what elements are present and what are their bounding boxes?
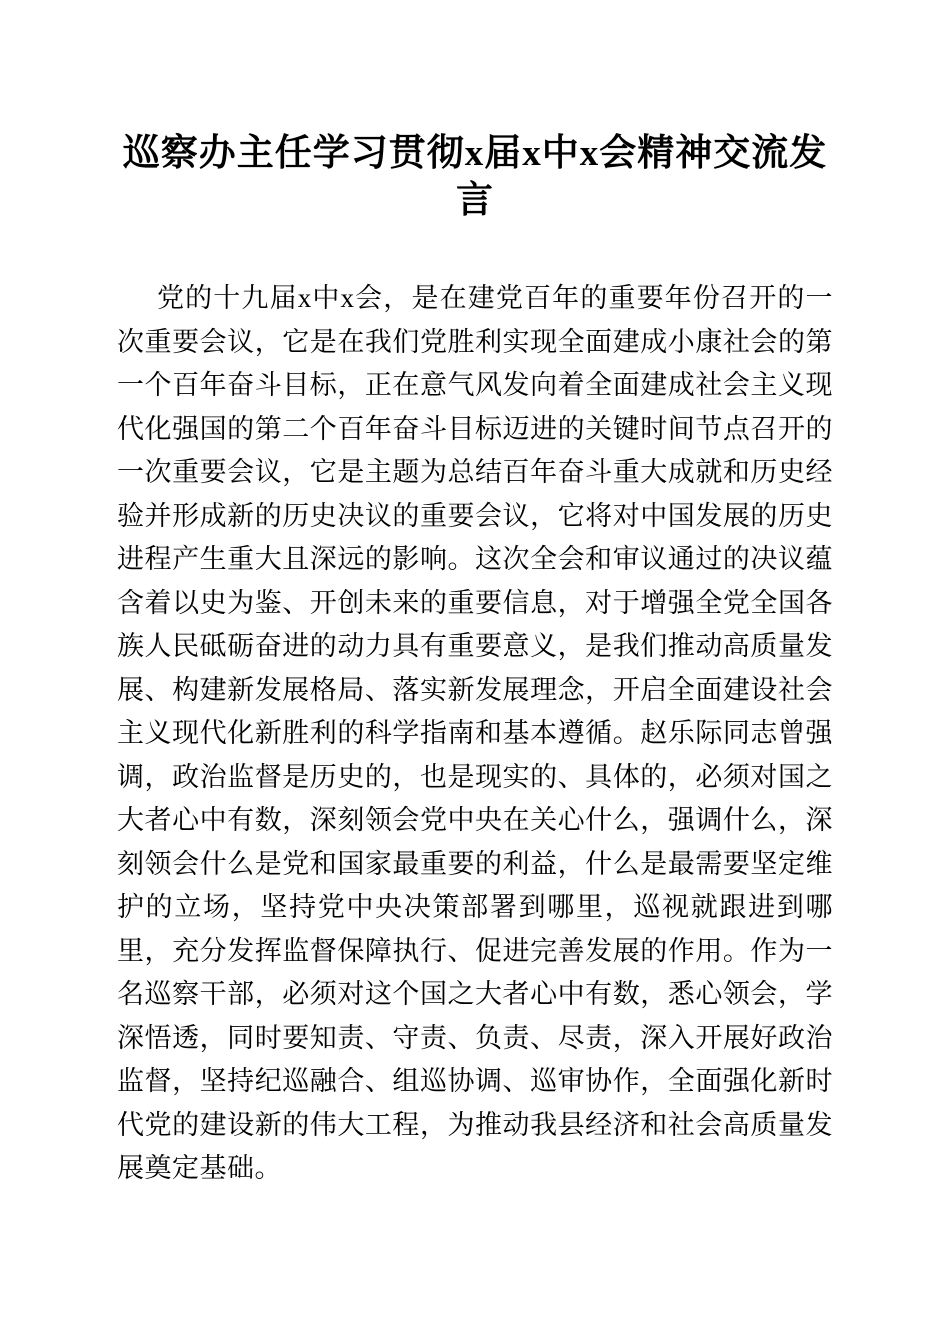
document-title-line-2: 言: [456, 180, 494, 221]
document-body-paragraph: 党的十九届x中x会，是在建党百年的重要年份召开的一次重要会议，它是在我们党胜利实现全面建成小康社会的第一个百年奋斗目标，正在意气风发向着全面建成社会主义现代化强国的第二个百年奋斗目标迈进的关键时间节点召开的一次重要会议，它是主题为总结百年奋斗重大成就和历史经验并形成新的历史决议的重要会议，它将对中国发展的历史进程产生重大且深远的影响。这次全会和审议通过的决议蕴含着以史为鉴、开创未来的重要信息，对于增强全党全国各族人民砥砺奋进的动力具有重要意义，是我们推动高质量发展、构建新发展格局、落实新发展理念，开启全面建设社会主义现代化新胜利的科学指南和基本遵循。赵乐际同志曾强调，政治监督是历史的，也是现实的、具体的，必须对国之大者心中有数，深刻领会党中央在关心什么，强调什么，深刻领会什么是党和国家最重要的利益，什么是最需要坚定维护的立场，坚持党中央决策部署到哪里，巡视就跟进到哪里，充分发挥监督保障执行、促进完善发展的作用。作为一名巡察干部，必须对这个国之大者心中有数，悉心领会，学深悟透，同时要知责、守责、负责、尽责，深入开展好政治监督，坚持纪巡融合、组巡协调、巡审协作，全面强化新时代党的建设新的伟大工程，为推动我县经济和社会高质量发展奠定基础。: [117, 283, 833, 1183]
document-title-line-1: 巡察办主任学习贯彻x届x中x会精神交流发: [122, 133, 828, 174]
document-title: [0, 0, 950, 224]
